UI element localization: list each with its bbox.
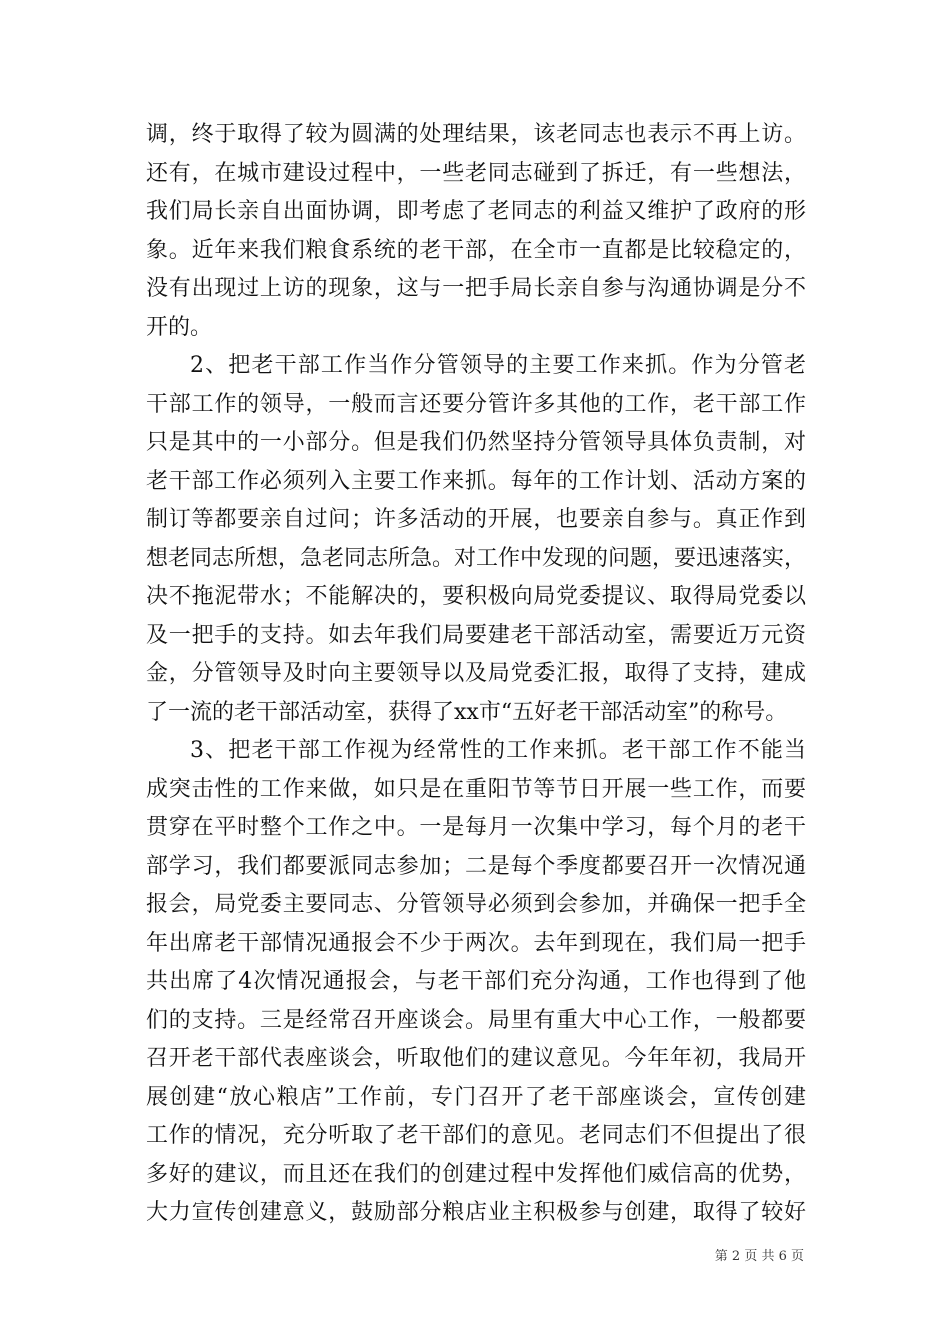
text-line: 了一流的老干部活动室，获得了xx市“五好老干部活动室”的称号。 bbox=[146, 699, 788, 725]
text-line: 及一把手的支持。如去年我们局要建老干部活动室，需要近万元资 bbox=[146, 622, 806, 648]
text-line: 制订等都要亲自过问；许多活动的开展，也要亲自参与。真正作到 bbox=[146, 507, 806, 532]
text-line: 展创建“放心粮店”工作前，专门召开了老干部座谈会，宣传创建 bbox=[146, 1084, 806, 1110]
text-line: 2、把老干部工作当作分管领导的主要工作来抓。作为分管老 bbox=[190, 353, 806, 378]
text-line: 只是其中的一小部分。但是我们仍然坚持分管领导具体负责制，对 bbox=[146, 430, 806, 455]
paragraph bbox=[146, 732, 806, 1233]
text-line: 干部工作的领导，一般而言还要分管许多其他的工作，老干部工作 bbox=[146, 391, 806, 417]
text-line: 年出席老干部情况通报会不少于两次。去年到现在，我们局一把手 bbox=[146, 930, 806, 956]
text-line: 老干部工作必须列入主要工作来抓。每年的工作计划、活动方案的 bbox=[146, 468, 806, 494]
text-line: 成突击性的工作来做，如只是在重阳节等节日开展一些工作，而要 bbox=[146, 776, 806, 802]
text-line: 调，终于取得了较为圆满的处理结果，该老同志也表示不再上访。 bbox=[146, 122, 806, 147]
text-line: 大力宣传创建意义，鼓励部分粮店业主积极参与创建，取得了较好 bbox=[146, 1200, 806, 1225]
text-line: 多好的建议，而且还在我们的创建过程中发挥他们威信高的优势， bbox=[146, 1161, 806, 1187]
page-number: 第 2 页 共 6 页 bbox=[714, 1249, 804, 1264]
text-line: 3、把老干部工作视为经常性的工作来抓。老干部工作不能当 bbox=[190, 738, 806, 763]
text-line: 象。近年来我们粮食系统的老干部，在全市一直都是比较稳定的， bbox=[146, 237, 806, 263]
text-line: 想老同志所想，急老同志所急。对工作中发现的问题，要迅速落实， bbox=[146, 545, 807, 571]
paragraph bbox=[146, 116, 806, 347]
text-line: 报会，局党委主要同志、分管领导必须到会参加，并确保一把手全 bbox=[146, 892, 806, 917]
text-line: 工作的情况，充分听取了老干部们的意见。老同志们不但提出了很 bbox=[146, 1123, 806, 1148]
text-line: 还有，在城市建设过程中，一些老同志碰到了拆迁，有一些想法， bbox=[146, 160, 806, 186]
text-line: 召开老干部代表座谈会，听取他们的建议意见。今年年初，我局开 bbox=[146, 1046, 806, 1071]
text-line: 贯穿在平时整个工作之中。一是每月一次集中学习，每个月的老干 bbox=[146, 815, 806, 840]
text-line: 共出席了4次情况通报会，与老干部们充分沟通，工作也得到了他 bbox=[146, 969, 806, 994]
text-line: 金，分管领导及时向主要领导以及局党委汇报，取得了支持，建成 bbox=[146, 661, 806, 686]
text-line: 们的支持。三是经常召开座谈会。局里有重大中心工作，一般都要 bbox=[146, 1007, 806, 1033]
text-line: 我们局长亲自出面协调，即考虑了老同志的利益又维护了政府的形 bbox=[146, 199, 806, 224]
text-line: 决不拖泥带水；不能解决的，要积极向局党委提议、取得局党委以 bbox=[146, 584, 806, 609]
paragraph bbox=[146, 347, 806, 732]
text-line: 部学习，我们都要派同志参加；二是每个季度都要召开一次情况通 bbox=[146, 853, 806, 879]
body-text bbox=[146, 116, 806, 1233]
text-line: 没有出现过上访的现象，这与一把手局长亲自参与沟通协调是分不 bbox=[146, 276, 806, 301]
text-line: 开的。 bbox=[146, 314, 213, 340]
